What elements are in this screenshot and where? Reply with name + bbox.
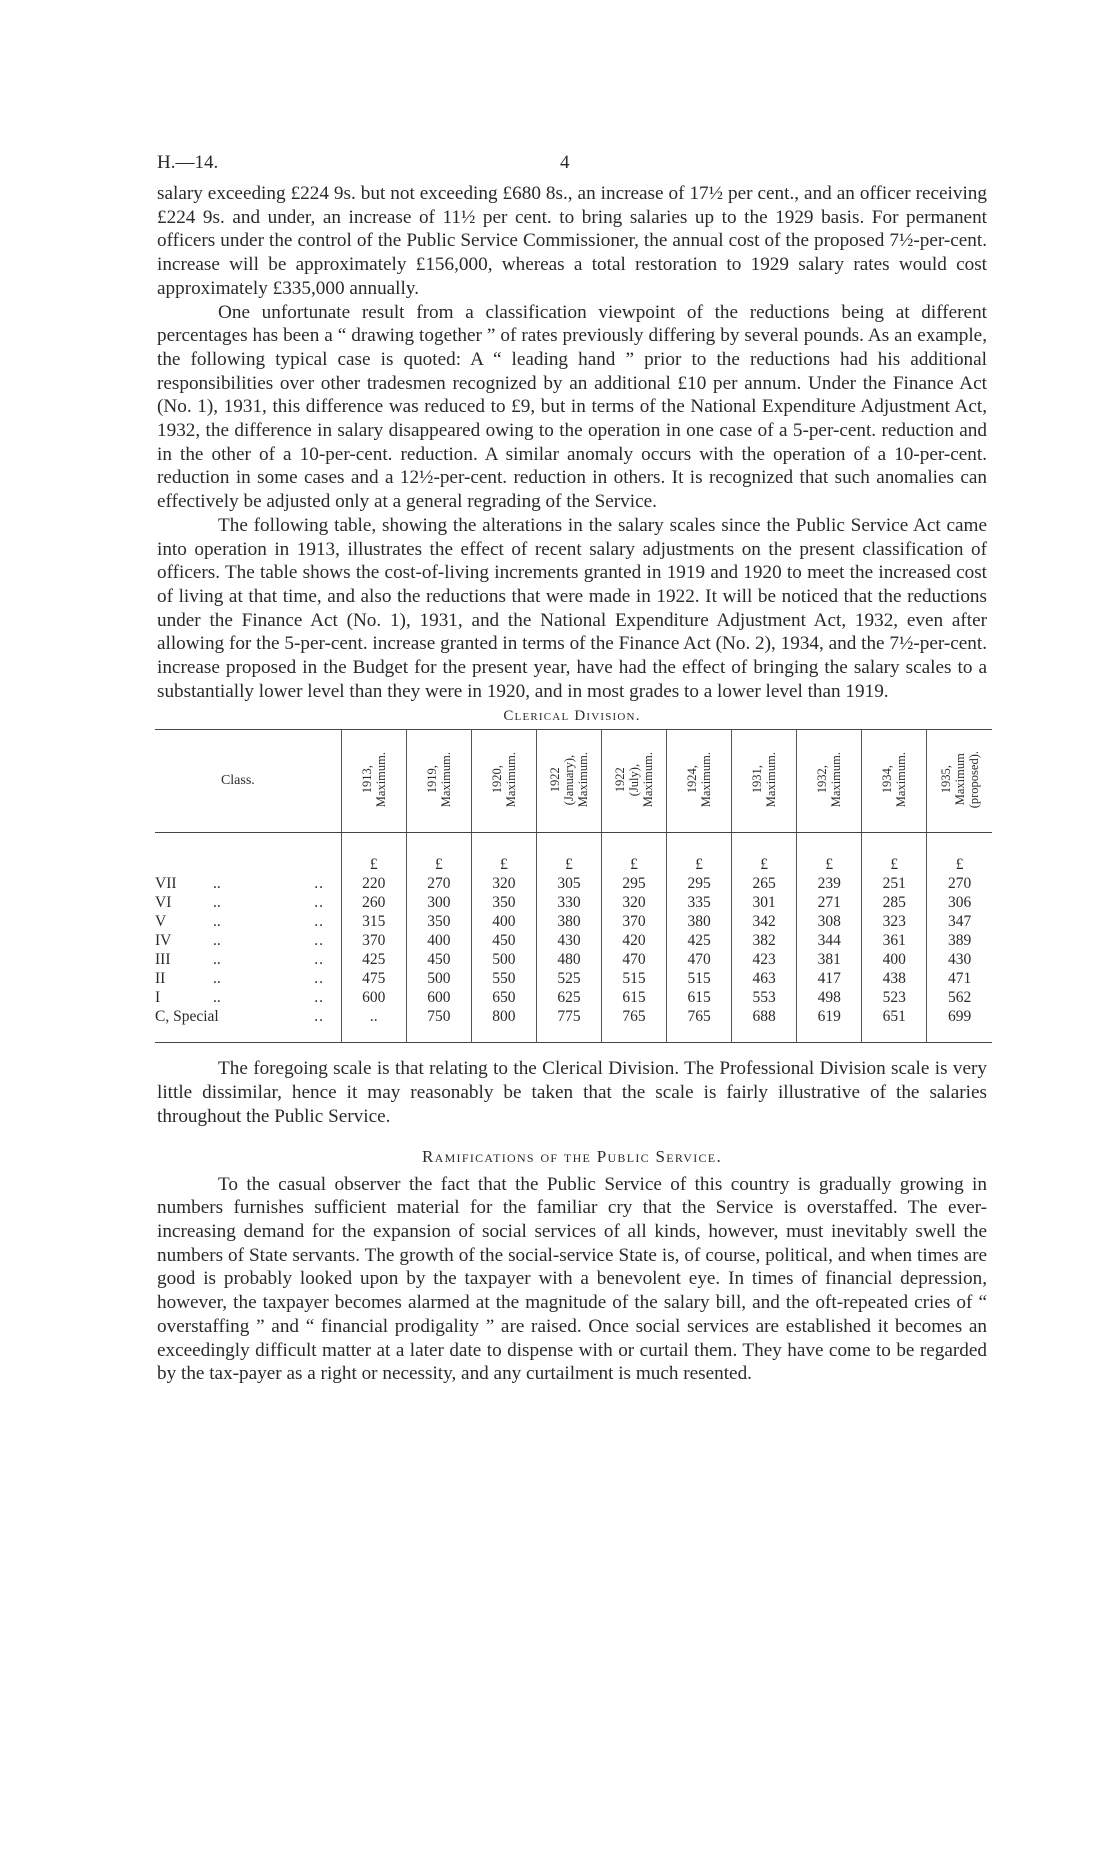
salary-value: 285 [862,893,927,912]
year-column-header: 1919, Maximum. [406,730,471,833]
paragraph-scale-note: The foregoing scale is that relating to the Clerical Division. The Professional Division scale is very little dissimilar, hence it may reasonably be taken that the scale is fairly illustrative of the salaries throughout the Public Service. [157,1058,987,1127]
salary-value: 361 [862,931,927,950]
salary-value: 251 [862,874,927,893]
page-number: 4 [560,152,570,173]
year-column-header: 1922 (July), Maximum. [601,730,666,833]
leader-dots: .. [314,875,324,893]
salary-value: 425 [341,950,406,969]
leader-dots: .. [314,894,324,912]
salary-value: 308 [797,912,862,931]
salary-value: 463 [732,969,797,988]
table-row [155,969,992,988]
salary-value: 615 [601,988,666,1007]
page-header [157,152,987,178]
leader-dots: .. [314,970,324,988]
salary-value: 470 [601,950,666,969]
salary-value: 260 [341,893,406,912]
salary-value: 450 [471,931,536,950]
salary-value: 220 [341,874,406,893]
class-label: V .. [155,913,221,931]
table-row [155,874,992,893]
leader-dots: .. [213,875,221,893]
salary-value: 400 [471,912,536,931]
table-unit-row [155,833,992,875]
paragraph-salary-increase: salary exceeding £224 9s. but not exceeding £680 8s., an increase of 17½ per cent., and an officer receiving £224 9s. and under, an increase of 11½ per cent. to bring salaries up to the 1929 basis. For permanent officers under the control of the Public Service Commissioner, the annual cost of the proposed 7½-per-cent. increase will be approximately £156,000, whereas a total restoration to 1929 salary rates would cost approximately £335,000 annually. [157,183,987,299]
paragraph-table-intro: The following table, showing the alterations in the salary scales since the Public Service Act came into operation in 1913, illustrates the effect of recent salary adjustments on the present classification of officers. The table shows the cost-of-living increments granted in 1919 and 1920 to meet the increased cost of living at that time, and also the reductions that were made in 1922. It will be noticed that the reductions under the Finance Act (No. 1), 1931, and the National Expenditure Adjustment Act, 1932, even after allowing for the 5-per-cent. increase granted in terms of the Finance Act (No. 2), 1934, and the 7½-per-cent. increase proposed in the Budget for the present year, have had the effect of bringing the salary scales to a substantially lower level than they were in 1920, and in most grades to a lower level than 1919. [157,514,987,702]
document-page [157,152,987,1386]
class-label: VI .. [155,894,221,912]
salary-value: 271 [797,893,862,912]
table-cell [314,833,341,875]
class-label: C, Special [155,1008,219,1026]
salary-value: 300 [406,893,471,912]
salary-value: 650 [471,988,536,1007]
unit-symbol: £ [406,833,471,875]
leader-dots: .. [314,989,324,1007]
leader-dots: .. [314,951,324,969]
salary-value: 775 [536,1007,601,1043]
salary-value: 270 [406,874,471,893]
salary-value: 625 [536,988,601,1007]
unit-symbol: £ [536,833,601,875]
salary-value: 350 [471,893,536,912]
class-label: VII .. [155,875,221,893]
salary-value: 347 [927,912,992,931]
salary-value: 562 [927,988,992,1007]
salary-value: 270 [927,874,992,893]
salary-value: 239 [797,874,862,893]
salary-value: 342 [732,912,797,931]
salary-value: 389 [927,931,992,950]
salary-value: 498 [797,988,862,1007]
salary-value: 600 [406,988,471,1007]
salary-value: 615 [667,988,732,1007]
unit-symbol: £ [732,833,797,875]
year-column-header: 1932, Maximum. [797,730,862,833]
salary-value: 350 [406,912,471,931]
year-column-header: 1920, Maximum. [471,730,536,833]
salary-value: 381 [797,950,862,969]
salary-value: 450 [406,950,471,969]
salary-value: 515 [667,969,732,988]
salary-value: 295 [601,874,666,893]
section-heading: Ramifications of the Public Service. [421,1146,722,1166]
table-caption: Clerical Division. [503,708,641,725]
leader-dots: .. [213,932,221,950]
salary-value: 475 [341,969,406,988]
leader-dots: .. [314,913,324,931]
salary-value: 265 [732,874,797,893]
salary-value: 423 [732,950,797,969]
salary-value: 438 [862,969,927,988]
table-row [155,931,992,950]
leader-dots: .. [314,1008,324,1026]
table-row [155,893,992,912]
salary-value: 515 [601,969,666,988]
salary-value: 400 [862,950,927,969]
table-row [155,912,992,931]
salary-value: 765 [601,1007,666,1043]
salary-value: 382 [732,931,797,950]
unit-symbol: £ [341,833,406,875]
year-column-header: 1913, Maximum. [341,730,406,833]
salary-value: 320 [471,874,536,893]
salary-value: 525 [536,969,601,988]
salary-value: 619 [797,1007,862,1043]
leader-dots: .. [213,989,221,1007]
salary-value: 430 [927,950,992,969]
salary-value: 688 [732,1007,797,1043]
salary-value: 380 [536,912,601,931]
salary-value: 370 [601,912,666,931]
salary-value: .. [341,1007,406,1043]
salary-value: 765 [667,1007,732,1043]
document-reference: H.—14. [157,152,219,173]
year-column-header: 1931, Maximum. [732,730,797,833]
leader-dots: .. [213,970,221,988]
salary-scale-table [155,729,992,1043]
salary-value: 295 [667,874,732,893]
unit-symbol: £ [797,833,862,875]
salary-value: 500 [471,950,536,969]
salary-value: 380 [667,912,732,931]
unit-symbol: £ [862,833,927,875]
salary-value: 344 [797,931,862,950]
salary-value: 553 [732,988,797,1007]
unit-symbol: £ [471,833,536,875]
unit-symbol: £ [927,833,992,875]
class-label: II .. [155,970,221,988]
class-column-header: Class. [155,730,341,833]
class-label: I .. [155,989,221,1007]
year-column-header: 1935, Maximum (proposed). [927,730,992,833]
salary-value: 750 [406,1007,471,1043]
table-row [155,988,992,1007]
salary-value: 471 [927,969,992,988]
year-column-header: 1934, Maximum. [862,730,927,833]
class-label: III .. [155,951,221,969]
salary-value: 470 [667,950,732,969]
table-header-row [155,730,992,833]
salary-value: 699 [927,1007,992,1043]
salary-value: 305 [536,874,601,893]
salary-value: 425 [667,931,732,950]
salary-value: 315 [341,912,406,931]
salary-value: 417 [797,969,862,988]
salary-value: 320 [601,893,666,912]
salary-value: 430 [536,931,601,950]
salary-value: 330 [536,893,601,912]
leader-dots: .. [213,951,221,969]
salary-value: 550 [471,969,536,988]
year-column-header: 1922 (January), Maximum. [536,730,601,833]
salary-value: 523 [862,988,927,1007]
salary-value: 480 [536,950,601,969]
paragraph-ramifications: To the casual observer the fact that the Public Service of this country is gradually growing in numbers furnishes sufficient material for the familiar cry that the Service is overstaffed. The ever-increasing demand for the expansion of social services of all kinds, however, must inevitably swell the numbers of State servants. The growth of the social-service State is, of course, political, and when times are good is probably looked upon by the taxpayer with a benevolent eye. In times of financial depression, however, the taxpayer becomes alarmed at the magnitude of the salary bill, and the oft-repeated cries of “ overstaffing ” and “ financial prodigality ” are raised. Once social services are established it becomes an exceedingly difficult matter at a later date to dispense with or curtail them. They have come to be regarded by the tax-payer as a right or necessity, and any curtailment is much resented. [157,1173,987,1385]
salary-value: 420 [601,931,666,950]
salary-value: 335 [667,893,732,912]
salary-value: 306 [927,893,992,912]
table-cell [155,833,314,875]
paragraph-anomalies: One unfortunate result from a classification viewpoint of the reductions being at different percentages has been a “ drawing together ” of rates previously differing by several pounds. As an example, the following typical case is quoted: A “ leading hand ” prior to the reductions had his additional responsibilities over other tradesmen recognized by an additional £10 per annum. Under the Finance Act (No. 1), 1931, this difference was reduced to £9, but in terms of the National Expenditure Adjustment Act, 1932, the difference in salary disappeared owing to the operation in one case of a 5-per-cent. reduction and in the other of a 10-per-cent. reduction. A similar anomaly occurs with the operation of a 10-per-cent. reduction in some cases and a 12½-per-cent. reduction in others. It is recognized that such anomalies can effectively be adjusted only at a general regrading of the Service. [157,301,987,513]
unit-symbol: £ [601,833,666,875]
leader-dots: .. [213,913,221,931]
salary-value: 600 [341,988,406,1007]
salary-value: 301 [732,893,797,912]
leader-dots: .. [314,932,324,950]
salary-value: 370 [341,931,406,950]
unit-symbol: £ [667,833,732,875]
salary-value: 800 [471,1007,536,1043]
table-row [155,1007,992,1043]
salary-value: 400 [406,931,471,950]
salary-value: 651 [862,1007,927,1043]
salary-value: 500 [406,969,471,988]
leader-dots: .. [213,894,221,912]
class-label: IV .. [155,932,221,950]
year-column-header: 1924, Maximum. [667,730,732,833]
table-row [155,950,992,969]
salary-value: 323 [862,912,927,931]
